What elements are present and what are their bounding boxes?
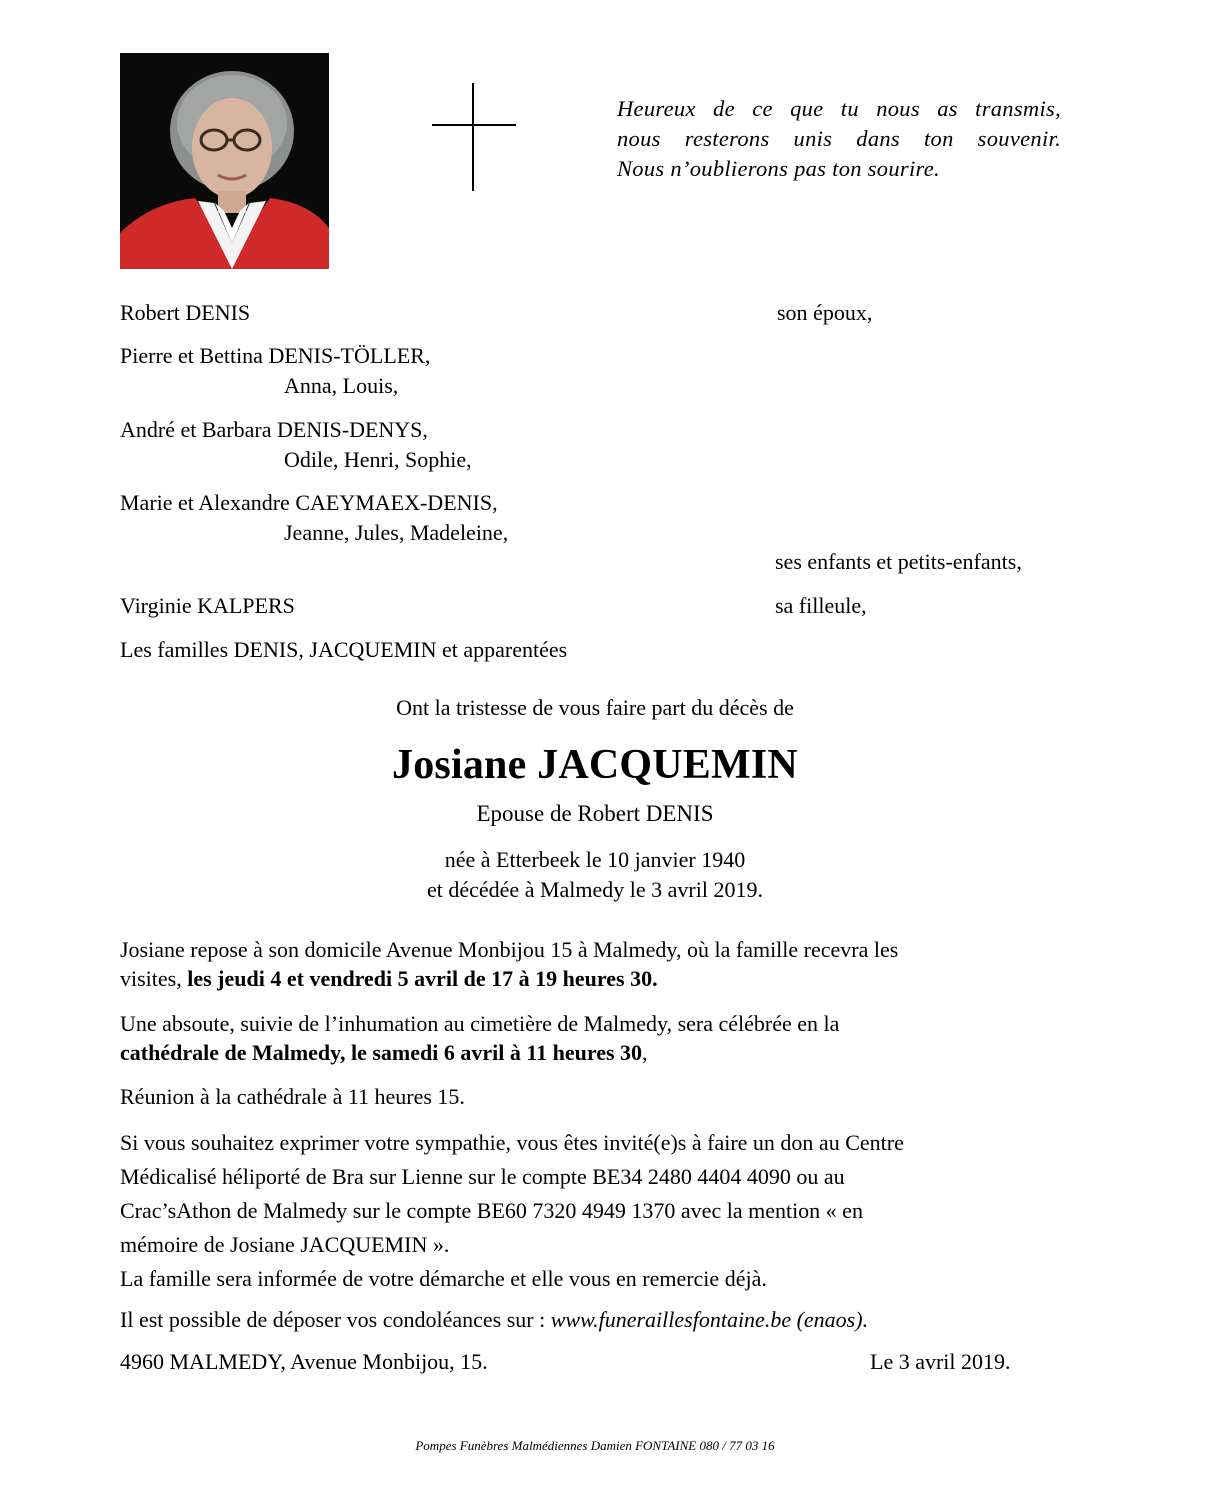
announcement-intro: Ont la tristesse de vous faire part du décès de: [396, 695, 794, 720]
address-line: 4960 MALMEDY, Avenue Monbijou, 15.: [120, 1349, 488, 1374]
donation-line: mémoire de Josiane JACQUEMIN ».: [120, 1232, 450, 1257]
family-role-children: ses enfants et petits-enfants,: [775, 549, 1022, 574]
family-member-robert: Robert DENIS: [120, 300, 251, 325]
visitation-line: [120, 964, 1040, 993]
cross-icon-bar: [432, 124, 516, 126]
donation-line: Si vous souhaitez exprimer votre sympathie, vous êtes invité(e)s à faire un don au Centre: [120, 1130, 904, 1155]
funeral-home-footer: Pompes Funèbres Malmédiennes Damien FONTAINE 080 / 77 03 16: [415, 1438, 775, 1453]
cross-icon: [472, 83, 474, 191]
quote-line: nous resterons unis dans ton souvenir.: [617, 126, 1061, 151]
visitation-line: Josiane repose à son domicile Avenue Monbijou 15 à Malmedy, où la famille recevra les: [120, 937, 899, 962]
deceased-name: Josiane JACQUEMIN: [392, 742, 798, 788]
family-member-marie: Marie et Alexandre CAEYMAEX-DENIS,: [120, 490, 498, 515]
birth-line: née à Etterbeek le 10 janvier 1940: [444, 847, 746, 872]
visitation-text: visites,: [120, 966, 188, 991]
ceremony-place-date: cathédrale de Malmedy, le samedi 6 avril à 11 heures 30: [120, 1040, 643, 1065]
meeting-line: Réunion à la cathédrale à 11 heures 15.: [120, 1084, 465, 1109]
grandchildren-pierre: Anna, Louis,: [284, 373, 399, 398]
donation-line: Médicalisé héliporté de Bra sur Lienne sur le compte BE34 2480 4404 4090 ou au: [120, 1164, 845, 1189]
condolences-website-link[interactable]: www.funeraillesfontaine.be (enaos).: [550, 1307, 869, 1332]
condolences-paragraph: [120, 1305, 1040, 1334]
family-role-goddaughter: sa filleule,: [775, 593, 867, 618]
quote-line: Nous n’oublierons pas ton sourire.: [617, 156, 940, 181]
ceremony-line: [120, 1038, 1040, 1067]
condolences-text: Il est possible de déposer vos condoléances sur :: [120, 1307, 551, 1332]
date-line: Le 3 avril 2019.: [870, 1349, 1011, 1374]
grandchildren-marie: Jeanne, Jules, Madeleine,: [284, 520, 509, 545]
visitation-paragraph: [120, 935, 1040, 993]
family-member-virginie: Virginie KALPERS: [120, 593, 295, 618]
ceremony-comma: ,: [642, 1040, 648, 1065]
ceremony-paragraph: [120, 1009, 1040, 1067]
family-member-andre: André et Barbara DENIS-DENYS,: [120, 417, 428, 442]
family-role-spouse: son époux,: [777, 300, 873, 325]
death-line: et décédée à Malmedy le 3 avril 2019.: [427, 877, 763, 902]
quote-line: Heureux de ce que tu nous as transmis,: [617, 96, 1061, 121]
visitation-dates: les jeudi 4 et vendredi 5 avril de 17 à 19 heures 30.: [187, 966, 658, 991]
portrait-photo: [120, 53, 329, 269]
meeting-paragraph: [120, 1082, 1040, 1111]
grandchildren-andre: Odile, Henri, Sophie,: [284, 447, 472, 472]
family-member-pierre: Pierre et Bettina DENIS-TÖLLER,: [120, 343, 431, 368]
donation-paragraph: [120, 1126, 1040, 1296]
memorial-quote: [617, 94, 1061, 184]
families-line: Les familles DENIS, JACQUEMIN et apparentées: [120, 637, 568, 662]
spouse-line: Epouse de Robert DENIS: [476, 801, 714, 826]
ceremony-line: Une absoute, suivie de l’inhumation au cimetière de Malmedy, sera célébrée en la: [120, 1011, 840, 1036]
donation-line: La famille sera informée de votre démarche et elle vous en remercie déjà.: [120, 1266, 767, 1291]
donation-line: Crac’sAthon de Malmedy sur le compte BE60 7320 4949 1370 avec la mention « en: [120, 1198, 863, 1223]
